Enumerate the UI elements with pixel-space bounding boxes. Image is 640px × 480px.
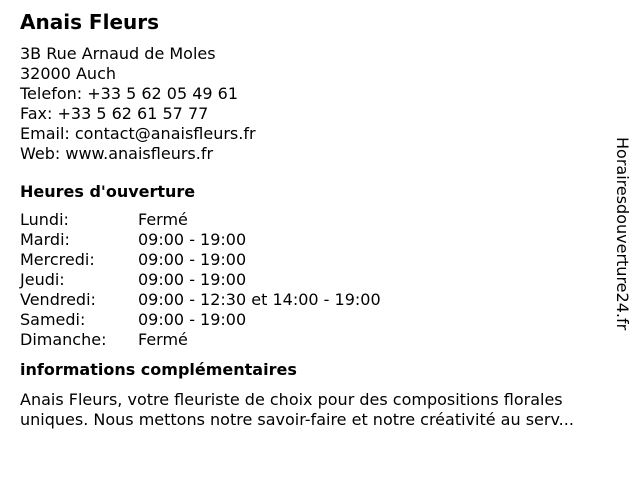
hours-table xyxy=(20,210,610,350)
fax-line: Fax: +33 5 62 61 57 77 xyxy=(20,104,209,123)
hours-time: 09:00 - 19:00 xyxy=(138,250,247,269)
contact-block xyxy=(20,44,610,164)
hours-row xyxy=(20,310,610,330)
hours-day: Dimanche: xyxy=(20,330,107,349)
hours-day: Mardi: xyxy=(20,230,70,249)
business-name: Anais Fleurs xyxy=(20,10,160,34)
hours-time: Fermé xyxy=(138,210,188,229)
hours-row xyxy=(20,250,610,270)
email-line: Email: contact@anaisfleurs.fr xyxy=(20,124,256,143)
hours-day: Lundi: xyxy=(20,210,69,229)
hours-day: Jeudi: xyxy=(20,270,65,289)
hours-time: 09:00 - 19:00 xyxy=(138,310,247,329)
hours-row xyxy=(20,230,610,250)
web-line: Web: www.anaisfleurs.fr xyxy=(20,144,214,163)
address-city: 32000 Auch xyxy=(20,64,117,83)
hours-day: Vendredi: xyxy=(20,290,96,309)
hours-time: Fermé xyxy=(138,330,188,349)
info-text-line: uniques. Nous mettons notre savoir-faire et notre créativité au serv... xyxy=(20,410,574,429)
phone-line: Telefon: +33 5 62 05 49 61 xyxy=(20,84,239,103)
hours-time: 09:00 - 19:00 xyxy=(138,230,247,249)
info-text-line: Anais Fleurs, votre fleuriste de choix pour des compositions florales xyxy=(20,390,563,409)
info-description xyxy=(20,390,610,430)
hours-day: Mercredi: xyxy=(20,250,95,269)
hours-row xyxy=(20,330,610,350)
site-watermark: Horairesdouverture24.fr xyxy=(613,137,632,331)
hours-row xyxy=(20,290,610,310)
address-street: 3B Rue Arnaud de Moles xyxy=(20,44,216,63)
hours-day: Samedi: xyxy=(20,310,86,329)
hours-time: 09:00 - 19:00 xyxy=(138,270,247,289)
hours-row xyxy=(20,210,610,230)
business-card xyxy=(20,8,610,430)
hours-time: 09:00 - 12:30 et 14:00 - 19:00 xyxy=(138,290,381,309)
hours-row xyxy=(20,270,610,290)
hours-heading: Heures d'ouverture xyxy=(20,182,196,201)
info-heading: informations complémentaires xyxy=(20,360,297,379)
